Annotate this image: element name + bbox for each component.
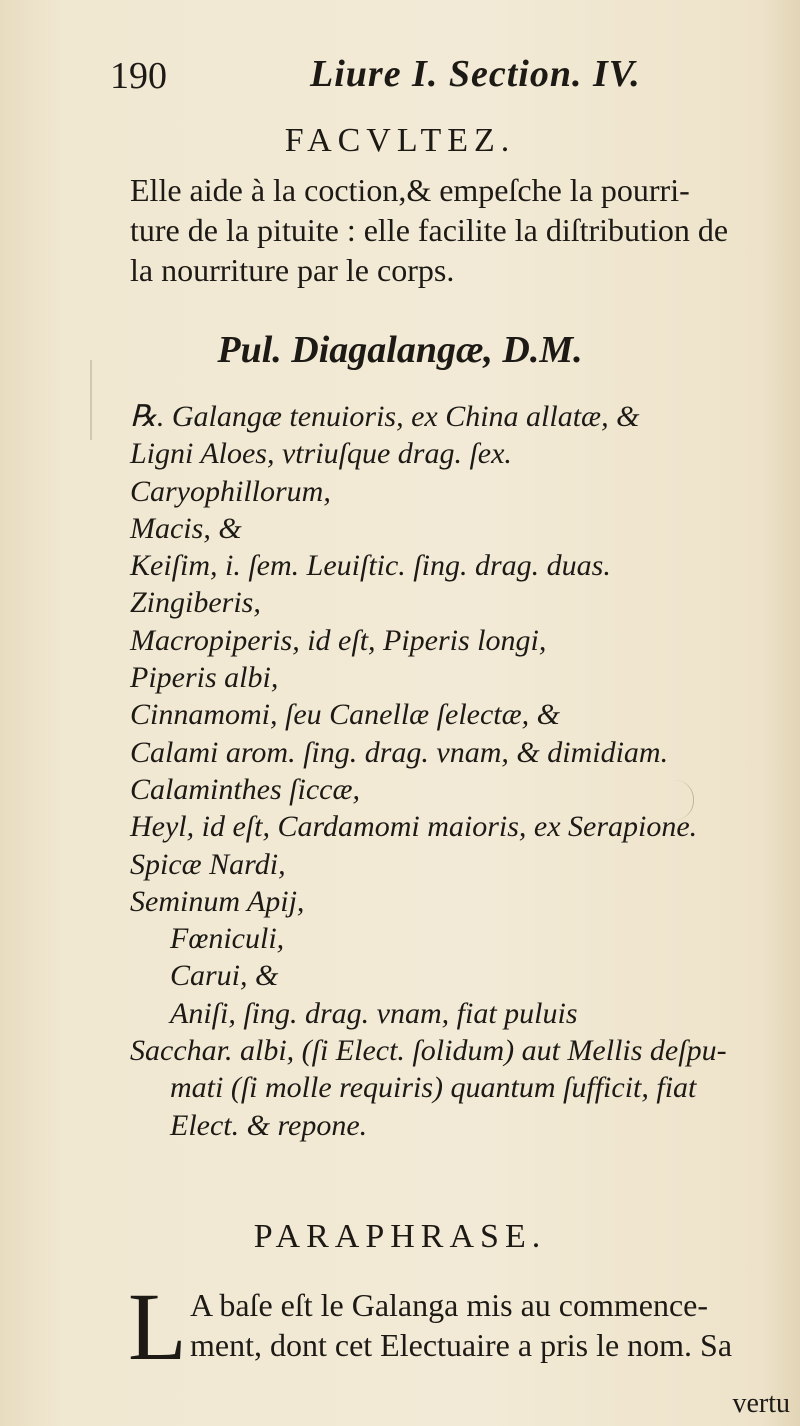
section-title-facultez: FACVLTEZ. (284, 122, 516, 159)
recipe-line: Calaminthes ſiccæ, (130, 772, 360, 806)
recipe-line: Carui, & (170, 959, 279, 993)
text-line: A baſe eſt le Galanga mis au commence- (190, 1287, 709, 1323)
recipe-line: Calami arom. ſing. drag. vnam, & dimidiam. (130, 735, 669, 769)
recipe-line: Ligni Aloes, vtriuſque drag. ſex. (130, 437, 512, 471)
page-number: 190 (110, 55, 167, 97)
recipe-line: Aniſi, ſing. drag. vnam, fiat puluis (170, 996, 578, 1030)
drop-cap: L (128, 1273, 187, 1380)
recipe-list (130, 398, 790, 1144)
recipe-line: Zingiberis, (130, 586, 261, 620)
text-line: ment, dont cet Electuaire a pris le nom. Sa (190, 1327, 733, 1363)
recipe-line: Macropiperis, id eſt, Piperis longi, (130, 623, 547, 657)
running-head: Liure I. Section. IV. (310, 53, 641, 95)
recipe-title: Pul. Diagalangæ, D.M. (217, 329, 583, 371)
paper-stain (90, 360, 92, 440)
recipe-line: Sacchar. albi, (ſi Elect. ſolidum) aut Mellis deſpu- (130, 1034, 727, 1068)
recipe-line: Elect. & repone. (170, 1108, 368, 1142)
catchword: vertu (732, 1388, 790, 1419)
recipe-line: Cinnamomi, ſeu Canellæ ſelectæ, & (130, 698, 560, 732)
facultez-paragraph (130, 170, 780, 290)
recipe-line: mati (ſi molle requiris) quantum ſufficit, fiat (170, 1071, 697, 1105)
recipe-line: Heyl, id eſt, Cardamomi maioris, ex Serapione. (130, 810, 698, 844)
text-line: ture de la pituite : elle facilite la diſtribution de (130, 212, 729, 248)
recipe-line: Piperis albi, (130, 661, 279, 695)
page-header (110, 52, 730, 102)
recipe-line: Fœniculi, (170, 922, 285, 956)
text-line: Elle aide à la coction,& empeſche la pourri- (130, 172, 690, 208)
recipe-line: Spicæ Nardi, (130, 847, 286, 881)
recipe-line: Keiſim, i. ſem. Leuiſtic. ſing. drag. duas. (130, 549, 611, 583)
section-title-paraphrase: PARAPHRASE. (253, 1218, 547, 1255)
paraphrase-paragraph (190, 1285, 790, 1365)
recipe-line: Macis, & (130, 511, 242, 545)
text-line: la nourriture par le corps. (130, 252, 455, 288)
recipe-line: ℞. Galangæ tenuioris, ex China allatæ, & (130, 400, 640, 433)
recipe-line: Caryophillorum, (130, 474, 331, 508)
recipe-line: Seminum Apij, (130, 884, 305, 918)
